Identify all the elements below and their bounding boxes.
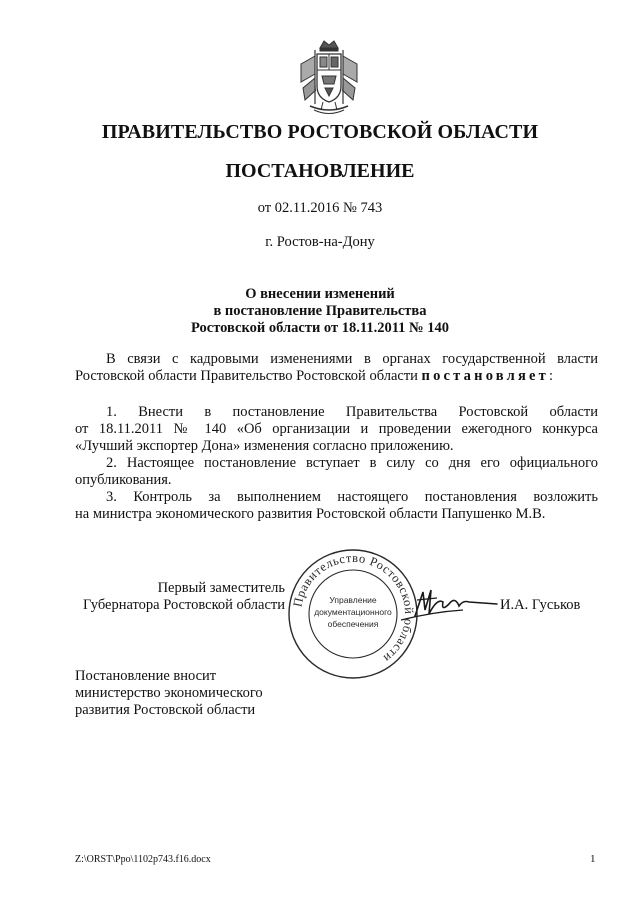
item-line: «Лучший экспортер Дона» изменения согласно приложению.	[75, 438, 454, 454]
item-line: 1. Внести в постановление Правительства Ростовской области	[106, 404, 598, 420]
subject-line: в постановление Правительства	[213, 303, 427, 319]
footer-file-path: Z:\ORST\Ppo\1102p743.f16.docx	[75, 854, 211, 865]
signer-position	[75, 580, 285, 614]
preamble-text: Ростовской области Правительство Ростовской области	[75, 368, 418, 384]
preamble-colon: :	[548, 368, 553, 384]
item-line: на министра экономического развития Ростовской области Папушенко М.В.	[75, 506, 546, 522]
decree-items	[75, 404, 598, 523]
subject-line: О внесении изменений	[245, 286, 395, 302]
submitted-line: министерство экономического	[75, 685, 263, 701]
item-line: от 18.11.2011 № 140 «Об организации и проведении ежегодного конкурса	[75, 421, 598, 437]
document-subject	[0, 286, 640, 337]
preamble-line	[75, 368, 598, 385]
signer-name: И.А. Гуськов	[500, 597, 581, 613]
stamp-ring-text: Правительство Ростовской области	[290, 550, 417, 666]
stamp-center-line: обеспечения	[327, 619, 379, 629]
stamp-center-line: документационного	[314, 607, 392, 617]
preamble	[75, 351, 598, 385]
item-line: 2. Настоящее постановление вступает в силу со дня его официального	[106, 455, 598, 471]
submitted-line: развития Ростовской области	[75, 702, 256, 718]
document-type: ПОСТАНОВЛЕНИЕ	[225, 160, 415, 182]
footer-page-number: 1	[590, 853, 596, 865]
item-line: 3. Контроль за выполнением настоящего постановления возложить	[106, 489, 598, 505]
document-date-number: от 02.11.2016 № 743	[257, 200, 383, 216]
coat-of-arms-icon	[296, 38, 362, 118]
subject-line: Ростовской области от 18.11.2011 № 140	[191, 320, 449, 336]
handwritten-signature	[393, 580, 501, 628]
submitted-by	[75, 668, 263, 719]
government-title: ПРАВИТЕЛЬСТВО РОСТОВСКОЙ ОБЛАСТИ	[101, 121, 539, 143]
position-line: Губернатора Ростовской области	[82, 597, 285, 613]
preamble-line: В связи с кадровыми изменениями в органах государственной власти	[106, 351, 598, 367]
item-line: опубликования.	[75, 472, 172, 488]
submitted-line: Постановление вносит	[75, 668, 217, 684]
stamp-center-line: Управление	[329, 595, 377, 605]
position-line: Первый заместитель	[157, 580, 285, 596]
decree-word: постановляет	[421, 368, 549, 384]
document-city: г. Ростов-на-Дону	[265, 234, 375, 250]
